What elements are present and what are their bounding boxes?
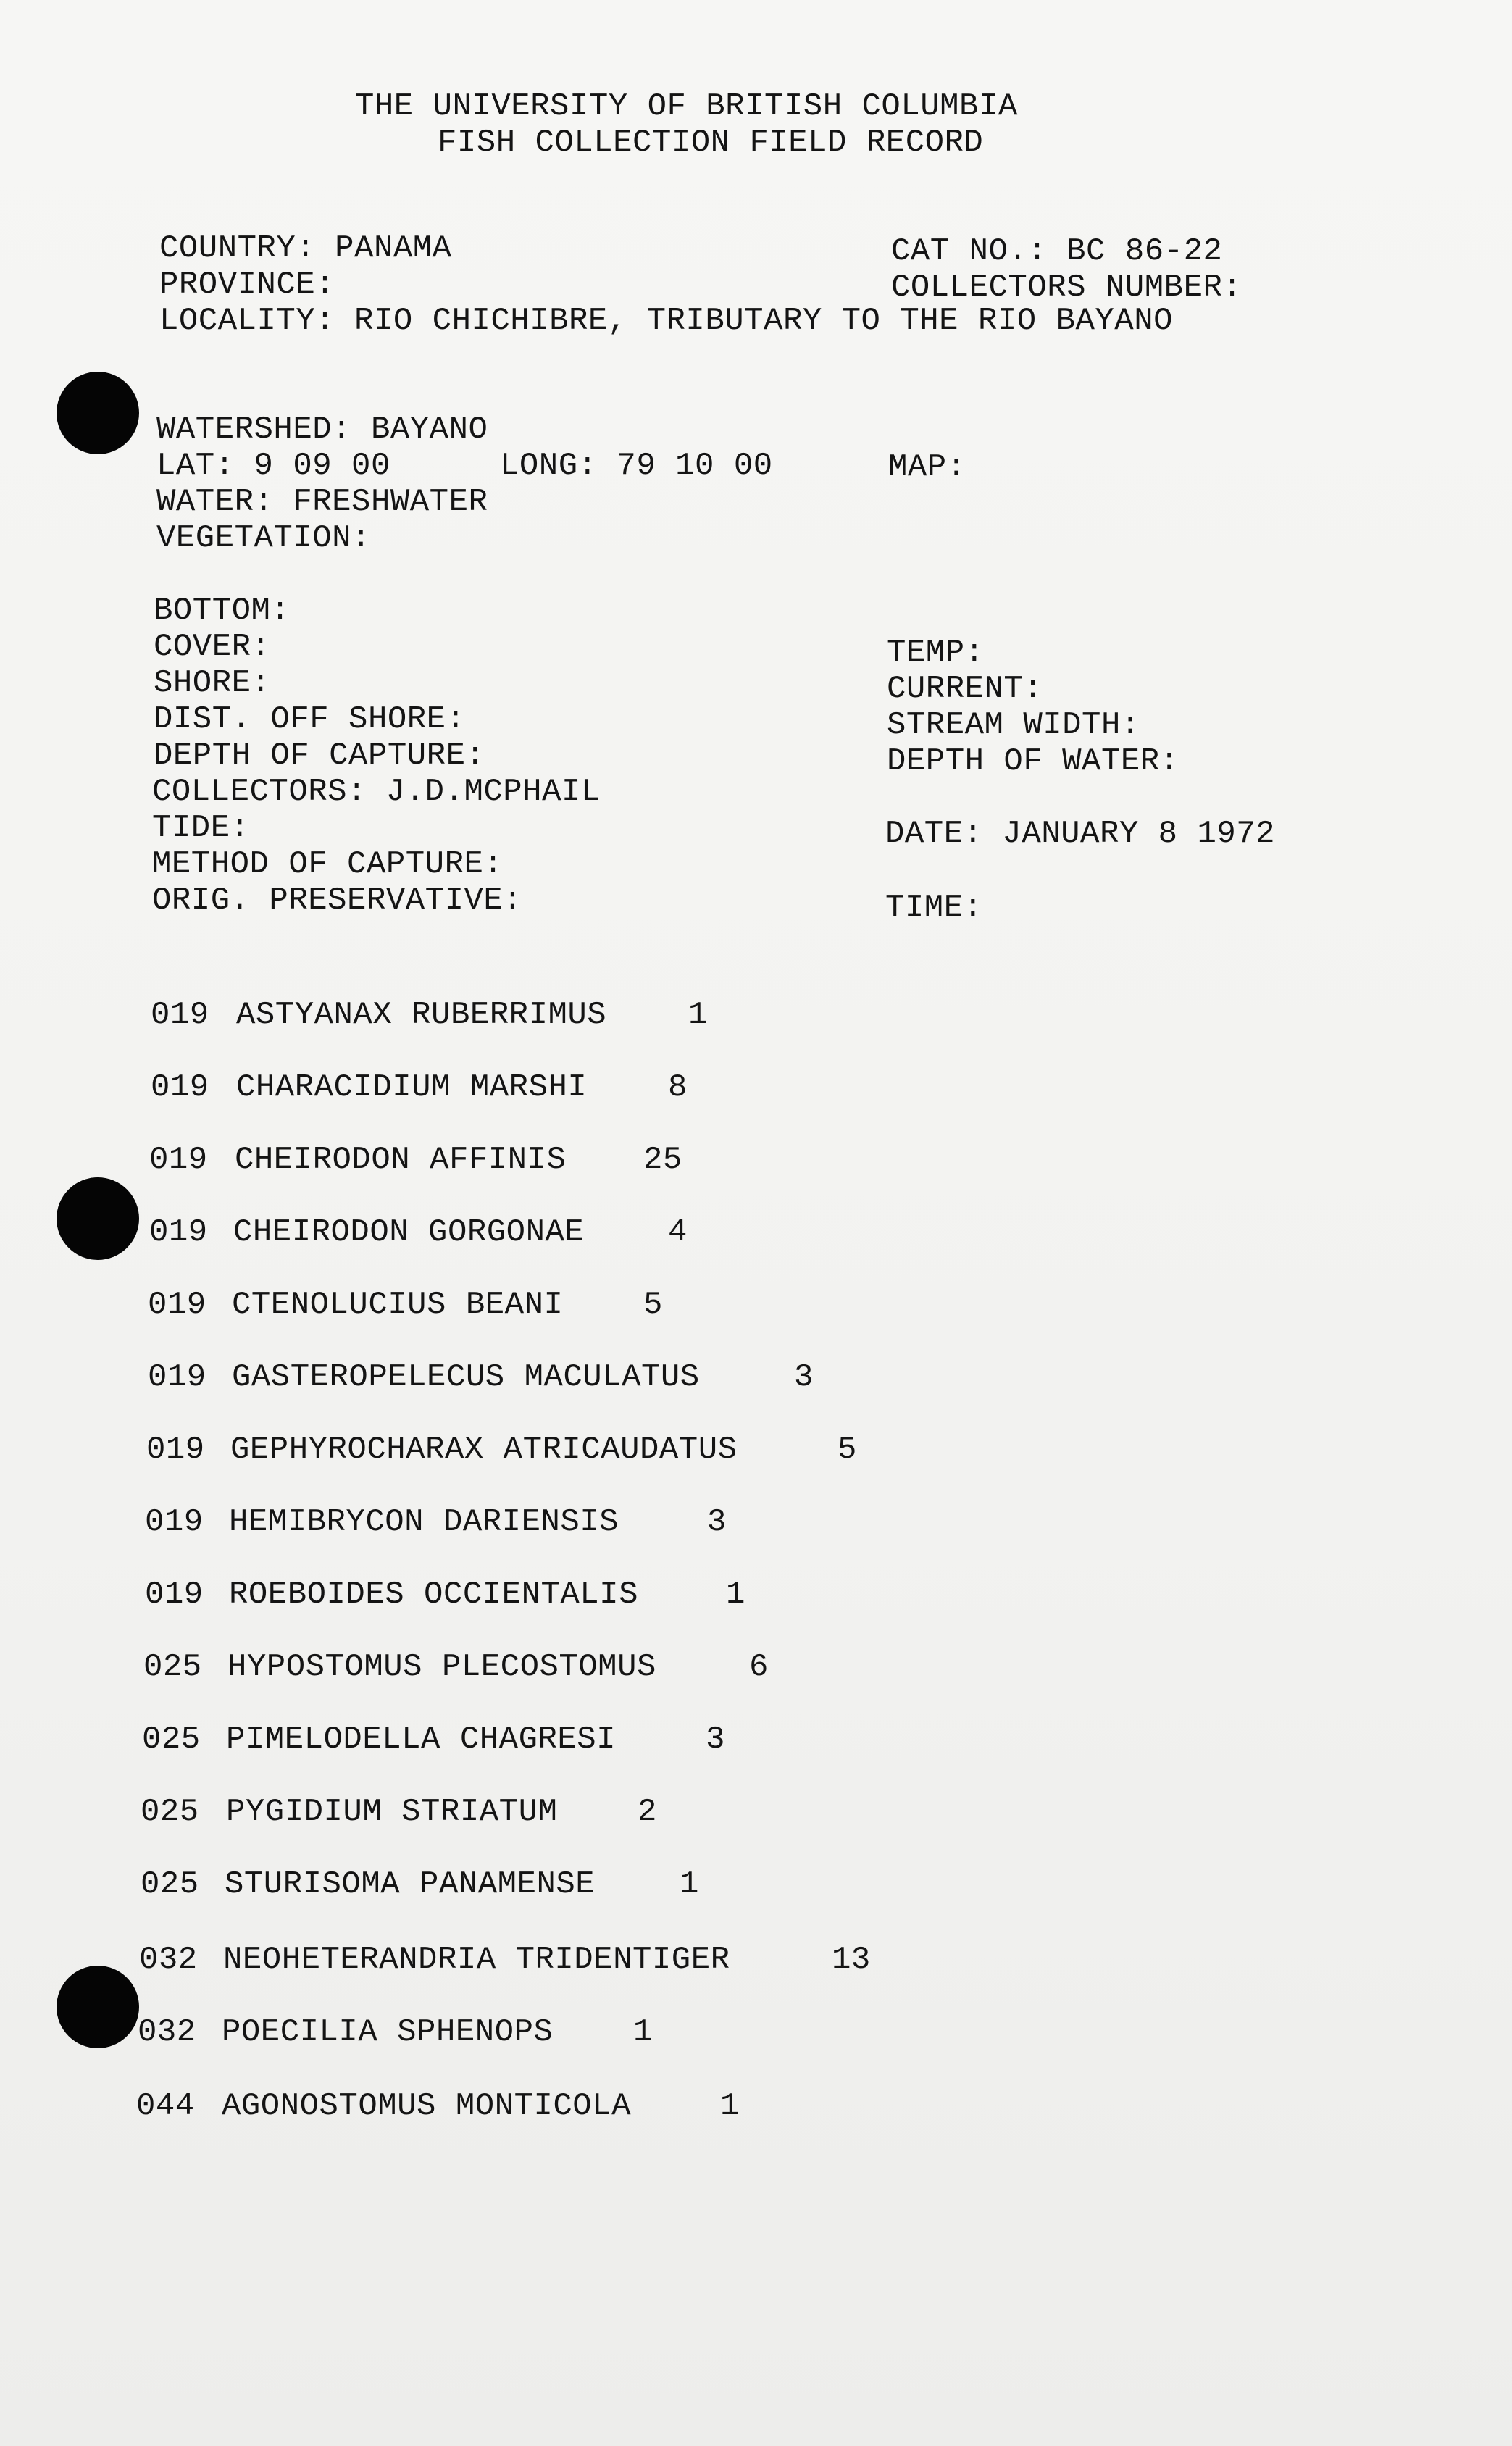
list-item bbox=[0, 1214, 688, 1251]
species-count: 1 bbox=[726, 1577, 745, 1613]
species-name: HEMIBRYCON DARIENSIS bbox=[229, 1504, 619, 1540]
species-name: ROEBOIDES OCCIENTALIS bbox=[229, 1577, 638, 1613]
list-item bbox=[0, 1649, 769, 1685]
list-item bbox=[0, 1721, 725, 1758]
list-item bbox=[0, 1432, 857, 1468]
species-count: 6 bbox=[749, 1649, 769, 1685]
field-temp: TEMP: bbox=[887, 635, 985, 671]
field-bottom: BOTTOM: bbox=[154, 593, 291, 629]
species-count: 2 bbox=[638, 1794, 657, 1830]
header-university: THE UNIVERSITY OF BRITISH COLUMBIA bbox=[355, 88, 1018, 125]
species-name: NEOHETERANDRIA TRIDENTIGER bbox=[223, 1942, 730, 1978]
punch-hole-top bbox=[57, 372, 139, 454]
field-country: COUNTRY: PANAMA bbox=[159, 230, 452, 267]
field-water: WATER: FRESHWATER bbox=[156, 484, 488, 520]
species-name: CHARACIDIUM MARSHI bbox=[236, 1069, 588, 1106]
field-orig-preservative: ORIG. PRESERVATIVE: bbox=[152, 882, 523, 919]
species-code: 019 bbox=[146, 1432, 205, 1468]
field-cat-no: CAT NO.: BC 86-22 bbox=[891, 233, 1223, 270]
field-watershed: WATERSHED: BAYANO bbox=[156, 412, 488, 448]
list-item bbox=[0, 2014, 653, 2050]
list-item bbox=[0, 1504, 727, 1540]
field-locality: LOCALITY: RIO CHICHIBRE, TRIBUTARY TO THE RIO BAYANO bbox=[159, 303, 1174, 339]
species-name: PYGIDIUM STRIATUM bbox=[226, 1794, 558, 1830]
list-item bbox=[0, 1577, 745, 1613]
list-item bbox=[0, 1069, 688, 1106]
species-count: 3 bbox=[707, 1504, 727, 1540]
field-vegetation: VEGETATION: bbox=[156, 520, 371, 556]
list-item bbox=[0, 1866, 699, 1903]
species-code: 019 bbox=[148, 1287, 206, 1323]
field-tide: TIDE: bbox=[152, 810, 250, 846]
field-stream-width: STREAM WIDTH: bbox=[887, 707, 1140, 743]
species-count: 1 bbox=[688, 997, 708, 1033]
species-code: 019 bbox=[151, 1069, 209, 1106]
species-count: 5 bbox=[838, 1432, 857, 1468]
field-current: CURRENT: bbox=[887, 671, 1043, 707]
field-shore: SHORE: bbox=[154, 665, 271, 701]
species-name: AGONOSTOMUS MONTICOLA bbox=[222, 2088, 631, 2124]
species-code: 019 bbox=[151, 997, 209, 1033]
field-lat: LAT: 9 09 00 bbox=[156, 448, 390, 484]
field-time: TIME: bbox=[885, 890, 983, 926]
field-map: MAP: bbox=[888, 449, 966, 485]
species-name: GASTEROPELECUS MACULATUS bbox=[232, 1359, 700, 1395]
species-code: 019 bbox=[148, 1359, 206, 1395]
species-name: HYPOSTOMUS PLECOSTOMUS bbox=[227, 1649, 656, 1685]
species-count: 4 bbox=[668, 1214, 688, 1251]
species-count: 13 bbox=[832, 1942, 871, 1978]
field-cover: COVER: bbox=[154, 629, 271, 665]
species-code: 044 bbox=[136, 2088, 195, 2124]
species-count: 8 bbox=[668, 1069, 688, 1106]
field-collectors-number: COLLECTORS NUMBER: bbox=[891, 270, 1242, 306]
species-code: 019 bbox=[149, 1142, 208, 1178]
species-code: 032 bbox=[138, 2014, 196, 2050]
species-count: 1 bbox=[680, 1866, 699, 1903]
species-name: PIMELODELLA CHAGRESI bbox=[226, 1721, 617, 1758]
species-count: 1 bbox=[633, 2014, 653, 2050]
list-item bbox=[0, 997, 708, 1033]
species-name: POECILIA SPHENOPS bbox=[222, 2014, 554, 2050]
species-code: 019 bbox=[145, 1504, 204, 1540]
species-code: 019 bbox=[149, 1214, 208, 1251]
field-province: PROVINCE: bbox=[159, 267, 335, 303]
list-item bbox=[0, 1794, 657, 1830]
species-code: 025 bbox=[143, 1649, 202, 1685]
species-count: 5 bbox=[643, 1287, 663, 1323]
species-count: 3 bbox=[794, 1359, 814, 1395]
field-dist-off-shore: DIST. OFF SHORE: bbox=[154, 701, 466, 738]
species-count: 3 bbox=[706, 1721, 725, 1758]
species-name: STURISOMA PANAMENSE bbox=[225, 1866, 596, 1903]
species-code: 025 bbox=[142, 1721, 201, 1758]
species-code: 032 bbox=[139, 1942, 198, 1978]
header-form-title: FISH COLLECTION FIELD RECORD bbox=[438, 125, 984, 161]
species-name: CTENOLUCIUS BEANI bbox=[232, 1287, 564, 1323]
field-collectors: COLLECTORS: J.D.MCPHAIL bbox=[152, 774, 601, 810]
field-long: LONG: 79 10 00 bbox=[500, 448, 773, 484]
species-count: 25 bbox=[643, 1142, 682, 1178]
species-count: 1 bbox=[720, 2088, 740, 2124]
species-name: CHEIRODON GORGONAE bbox=[233, 1214, 585, 1251]
list-item bbox=[0, 1142, 682, 1178]
list-item bbox=[0, 1942, 871, 1978]
species-name: GEPHYROCHARAX ATRICAUDATUS bbox=[230, 1432, 738, 1468]
field-depth-of-capture: DEPTH OF CAPTURE: bbox=[154, 738, 485, 774]
species-name: ASTYANAX RUBERRIMUS bbox=[236, 997, 607, 1033]
field-depth-of-water: DEPTH OF WATER: bbox=[887, 743, 1179, 780]
species-code: 019 bbox=[145, 1577, 204, 1613]
species-name: CHEIRODON AFFINIS bbox=[235, 1142, 567, 1178]
species-code: 025 bbox=[141, 1866, 199, 1903]
species-code: 025 bbox=[141, 1794, 199, 1830]
field-method-of-capture: METHOD OF CAPTURE: bbox=[152, 846, 504, 882]
list-item bbox=[0, 2088, 740, 2124]
list-item bbox=[0, 1287, 663, 1323]
list-item bbox=[0, 1359, 814, 1395]
field-date: DATE: JANUARY 8 1972 bbox=[885, 816, 1276, 852]
